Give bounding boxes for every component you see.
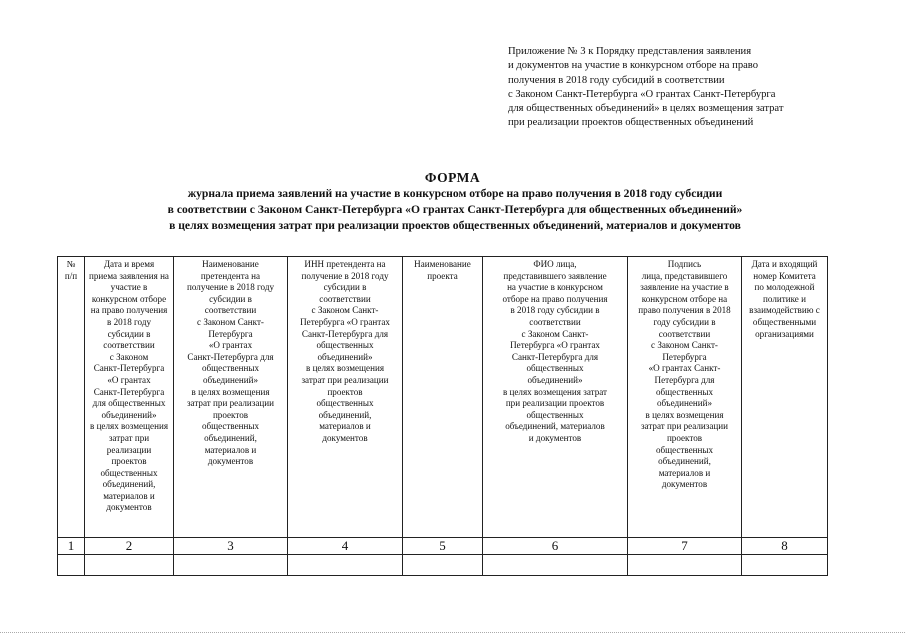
column-number: 5 (403, 538, 483, 555)
empty-cell (403, 555, 483, 576)
table-header-row (58, 257, 828, 538)
header-inn: ИНН претендента на получение в 2018 году субсидии в соответствии с Законом Санкт- Петербурга «О грантах Санкт-Петербурга для общественных объединений» в целях возмещения затрат при реализации проектов общественных объединений, материалов и документов (288, 257, 403, 538)
header-committee-number: Дата и входящий номер Комитета по молодежной политике и взаимодействию с общественными организациями (742, 257, 828, 538)
form-title: ФОРМА (424, 170, 481, 185)
header-signature: Подпись лица, представившего заявление на участие в конкурсном отборе на право получения в 2018 году субсидии в соответствии с Законом Санкт- Петербурга «О грантах Санкт- Петербурга для общественных объединений» в целях возмещения затрат при реализации проектов общественных объединений, материалов и документов (628, 257, 742, 538)
column-number: 1 (58, 538, 85, 555)
column-number: 8 (742, 538, 828, 555)
empty-cell (58, 555, 85, 576)
header-submitter-name: ФИО лица, представившего заявление на участие в конкурсном отборе на право получения в 2018 году субсидии в соответствии с Законом Санкт- Петербурга «О грантах Санкт-Петербурга для общественных объединений» в целях возмещения затрат при реализации проектов общественных объединений, материалов и документов (483, 257, 628, 538)
column-number-row (58, 538, 828, 555)
header-applicant-name: Наименование претендента на получение в 2018 году субсидии в соответствии с Законом Санкт- Петербурга «О грантах Санкт-Петербурга для общественных объединений» в целях возмещения затрат при реализации проектов общественных объединений, материалов и документов (174, 257, 288, 538)
appendix-note: Приложение № 3 к Порядку представления заявления и документов на участие в конкурсном отборе на право получения в 2018 году субсидий в соответствии с Законом Санкт-Петербурга «О грантах Санкт-Петербурга для общественных объединений» в целях возмещения затрат при реализации проектов общественных объединений (508, 46, 784, 129)
empty-cell (742, 555, 828, 576)
column-number: 2 (85, 538, 174, 555)
empty-cell (288, 555, 403, 576)
empty-cell (628, 555, 742, 576)
empty-cell (483, 555, 628, 576)
header-project-name: Наименование проекта (403, 257, 483, 538)
empty-row (58, 555, 828, 576)
column-number: 3 (174, 538, 288, 555)
scan-noise-line (0, 632, 905, 633)
header-number: № п/п (58, 257, 85, 538)
column-number: 6 (483, 538, 628, 555)
column-number: 4 (288, 538, 403, 555)
form-subtitle: журнала приема заявлений на участие в конкурсном отборе на право получения в 2018 году субсидии в соответствии с Законом Санкт-Петербурга «О грантах Санкт-Петербурга для общественных объединений» в целях возмещения затрат при реализации проектов общественных объединений, материалов и документов (167, 187, 743, 232)
empty-cell (174, 555, 288, 576)
header-date-time: Дата и время приема заявления на участие в конкурсном отборе на право получения в 2018 году субсидии в соответствии с Законом Санкт-Петербурга «О грантах Санкт-Петербурга для общественных объединений» в целях возмещения затрат при реализации проектов общественных объединений, материалов и документов (85, 257, 174, 538)
column-number: 7 (628, 538, 742, 555)
empty-cell (85, 555, 174, 576)
journal-table (57, 256, 828, 576)
